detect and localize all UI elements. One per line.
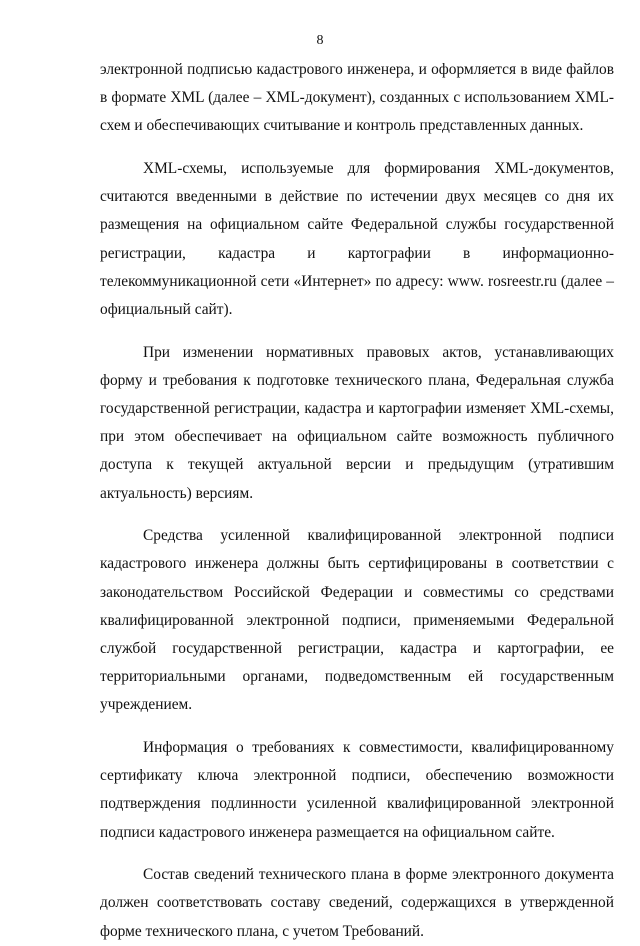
paragraph-compatibility-info: Информация о требованиях к совместимости, квалифицированному сертификату ключа электронной подписи, обеспечению возможности подтверждения подлинности усиленной квалифицированной электронной подписи кадастрового инженера размещается на официальном сайте. [100, 739, 614, 841]
page-number: 8 [316, 33, 324, 48]
paragraph-signature-tools: Средства усиленной квалифицированной электронной подписи кадастрового инженера должны быть сертифицированы в соответствии с законодательством Российской Федерации и совместимы со средствами квалифицированной электронной подписи, применяемыми Федеральной службой государственной регистрации, кадастра и картографии, ее территориальными органами, подведомственным ей государственным учреждением. [100, 527, 614, 714]
paragraph-xml-schemas: XML-схемы, используемые для формирования XML-документов, считаются введенными в действие по истечении двух месяцев со дня их размещения на официальном сайте Федеральной службы государственной регистрации, кадастра и картографии в информационно-телекоммуникационной сети «Интернет» по адресу: www. rosreestr.ru (далее – официальный сайт). [100, 160, 614, 319]
paragraph-plan-composition: Состав сведений технического плана в форме электронного документа должен соответствовать составу сведений, содержащихся в утвержденной форме технического плана, с учетом Требований. [100, 866, 614, 940]
document-body [100, 56, 614, 946]
paragraph-schema-changes: При изменении нормативных правовых актов, устанавливающих форму и требования к подготовке технического плана, Федеральная служба государственной регистрации, кадастра и картографии изменяет XML-схемы, при этом обеспечивает на официальном сайте возможность публичного доступа к текущей актуальной версии и предыдущим (утратившим актуальность) версиям. [100, 343, 614, 502]
paragraph-continuation: электронной подписью кадастрового инженера, и оформляется в виде файлов в формате XML (далее – XML-документ), созданных с использованием XML-схем и обеспечивающих считывание и контроль представленных данных. [100, 61, 614, 135]
